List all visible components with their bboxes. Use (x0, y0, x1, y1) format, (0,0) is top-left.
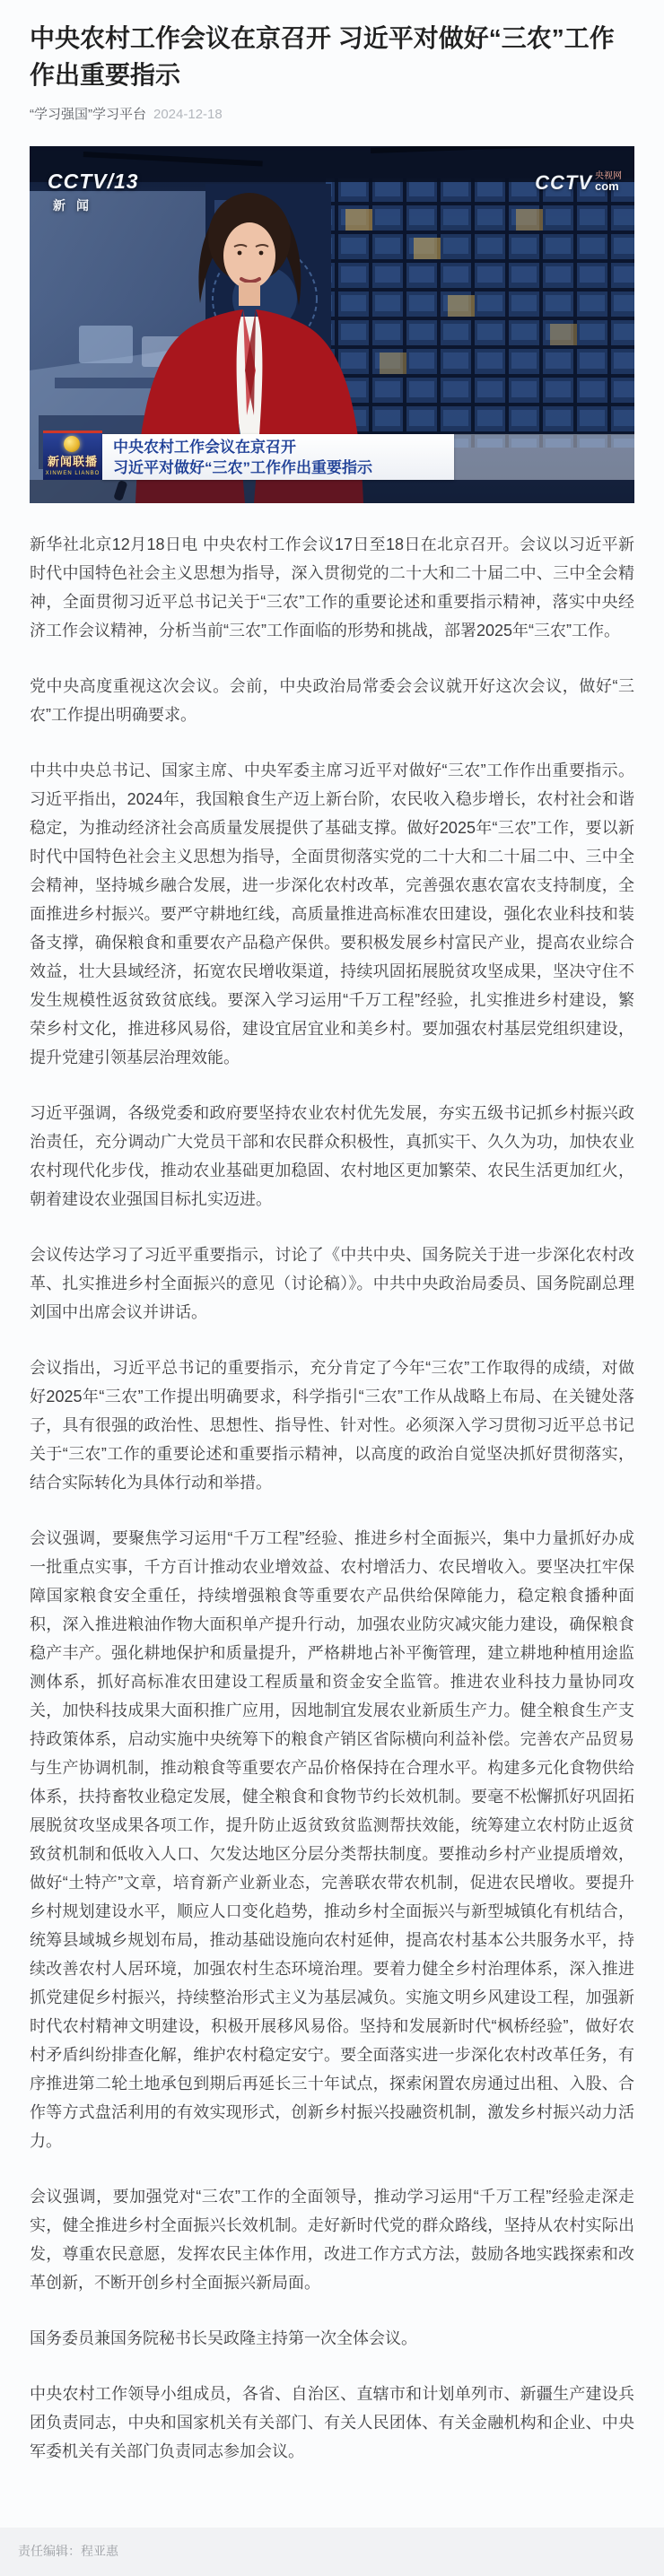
paragraph: 国务委员兼国务院秘书长吴政隆主持第一次全体会议。 (30, 2329, 417, 2347)
banner-line-1: 中央农村工作会议在京召开 (113, 438, 296, 456)
editor-name: 程亚惠 (81, 2544, 118, 2558)
channel-subtitle: 新闻 (53, 198, 100, 213)
cctvcom-logo (535, 171, 622, 195)
paragraph: 新华社北京12月18日电 中央农村工作会议17日至18日在北京召开。会议以习近平新时代中国特色社会主义思想为指导，深入贯彻党的二十大和二十届二中、三中全会精神，全面贯彻习近平总书记关于“三农”工作的重要论述和重要指示精神，落实中央经济工作会议精神，分析当前“三农”工作面临的形势和挑战，部署2025年“三农”工作。 (30, 535, 634, 640)
cctv13-logo (48, 170, 139, 214)
page-title: 中央农村工作会议在京召开 习近平对做好“三农”工作作出重要指示 (30, 24, 615, 89)
video-frame[interactable] (30, 146, 634, 503)
headline-banner (102, 434, 454, 480)
paragraph: 习近平强调，各级党委和政府要坚持农业农村优先发展，夯实五级书记抓乡村振兴政治责任，充分调动广大党员干部和农民群众积极性，真抓实干、久久为功，加快农业农村现代化步伐，推动农业基础更加稳固、农村地区更加繁荣、农民生活更加红火，朝着建设农业强国目标扎实迈进。 (30, 1104, 634, 1208)
publish-date: 2024-12-18 (153, 107, 223, 122)
headline-banner-extension (454, 434, 634, 480)
site-name: CCTV (535, 171, 592, 194)
paragraph: 会议强调，要聚焦学习运用“千万工程”经验、推进乡村全面振兴，集中力量抓好办成一批重点实事，千方百计推动农业增效益、农村增活力、农民增收入。要坚决扛牢保障国家粮食安全重任，持续增强粮食等重要农产品供给保障能力，稳定粮食播种面积，深入推进粮油作物大面积单产提升行动，加强农业防灾减灾能力建设，确保粮食稳产丰产。强化耕地保护和质量提升，严格耕地占补平衡管理，建立耕地种植用途监测体系，抓好高标准农田建设工程质量和资金安全监管。推进农业科技力量协同攻关，加快科技成果大面积推广应用，因地制宜发展农业新质生产力。健全粮食生产支持政策体系，启动实施中央统筹下的粮食产销区省际横向利益补偿。完善农产品贸易与生产协调机制，推动粮食等重要农产品价格保持在合理水平。构建多元化食物供给体系，扶持畜牧业稳定发展，健全粮食和食物节约长效机制。要毫不松懈抓好巩固拓展脱贫攻坚成果各项工作，提升防止返贫致贫监测帮扶效能，统筹建立农村防止返贫致贫机制和低收入人口、欠发达地区分层分类帮扶制度。要推动乡村产业提质增效，做好“土特产”文章，培育新产业新业态，完善联农带农机制，促进农民增收。要提升乡村规划建设水平，顺应人口变化趋势，推动乡村全面振兴与新型城镇化有机结合，统筹县域城乡规划布局，推动基础设施向农村延伸，提高农村基本公共服务水平，持续改善农村人居环境，加强农村生态环境治理。要着力健全乡村治理体系，深入推进抓党建促乡村振兴，持续整治形式主义为基层减负。实施文明乡风建设工程，加强新时代农村精神文明建设，积极开展移风易俗。坚持和发展新时代“枫桥经验”，做好农村矛盾纠纷排查化解，维护农村稳定安宁。要全面落实进一步深化农村改革任务，有序推进第二轮土地承包到期后再延长三十年试点，探索闲置农房通过出租、入股、合作等方式盘活利用的有效实现形式，创新乡村振兴投融资机制，激发乡村振兴动力活力。 (30, 1529, 634, 2150)
paragraph: 中央农村工作领导小组成员，各省、自治区、直辖市和计划单列市、新疆生产建设兵团负责同志，中央和国家机关有关部门、有关人民团体、有关金融机构和企业、中央军委机关有关部门负责同志参加会议。 (30, 2385, 634, 2460)
article-meta (30, 104, 634, 123)
banner-line-2: 习近平对做好“三农”工作作出重要指示 (113, 458, 372, 476)
site-name-suffix: com (595, 179, 619, 193)
paragraph: 会议强调，要加强党对“三农”工作的全面领导，推动学习运用“千万工程”经验走深走实，健全推进乡村全面振兴长效机制。走好新时代党的群众路线，坚持从农村实际出发，尊重农民意愿，发挥农民主体作用，改进工作方式方法，鼓励各地实践探索和改革创新，不断开创乡村全面振兴新局面。 (30, 2188, 634, 2292)
paragraph: 会议传达学习了习近平重要指示，讨论了《中共中央、国务院关于进一步深化农村改革、扎实推进乡村全面振兴的意见（讨论稿）》。中共中央政治局委员、国务院副总理刘国中出席会议并讲话。 (30, 1246, 634, 1321)
badge-title: 新闻联播 (47, 455, 98, 468)
paragraph: 中共中央总书记、国家主席、中央军委主席习近平对做好“三农”工作作出重要指示。习近平指出，2024年，我国粮食生产迈上新台阶，农民收入稳步增长，农村社会和谐稳定，为推动经济社会高质量发展提供了基础支撑。做好2025年“三农”工作，要以新时代中国特色社会主义思想为指导，全面贯彻落实党的二十大和二十届二中、三中全会精神，坚持城乡融合发展，进一步深化农村改革，完善强农惠农富农支持制度，全面推进乡村振兴。要严守耕地红线，高质量推进高标准农田建设，强化农业科技和装备支撑，确保粮食和重要农产品稳产保供。要积极发展乡村富民产业，提高农业综合效益，壮大县域经济，拓宽农民增收渠道，持续巩固拓展脱贫攻坚成果，坚决守住不发生规模性返贫致贫底线。要深入学习运用“千万工程”经验，扎实推进乡村建设，繁荣乡村文化，推进移风易俗，建设宜居宜业和美乡村。要加强农村基层党组织建设，提升党建引领基层治理效能。 (30, 761, 634, 1066)
badge-subtitle: XINWEN LIANBO (45, 471, 100, 476)
editor-label: 责任编辑： (18, 2544, 81, 2558)
news-badge (43, 431, 102, 480)
source-name: “学习强国”学习平台 (30, 107, 146, 122)
site-name-cn: 央视网 (595, 171, 622, 181)
globe-icon (64, 436, 80, 452)
paragraph: 党中央高度重视这次会议。会前，中央政治局常委会会议就开好这次会议，做好“三农”工作提出明确要求。 (30, 677, 634, 724)
article-body (30, 530, 634, 2466)
channel-name: CCTV/13 (48, 170, 139, 193)
footer-bar (0, 2528, 664, 2576)
paragraph: 会议指出，习近平总书记的重要指示，充分肯定了今年“三农”工作取得的成绩，对做好2025年“三农”工作提出明确要求，科学指引“三农”工作从战略上布局、在关键处落子，具有很强的政治性、思想性、指导性、针对性。必须深入学习贯彻习近平总书记关于“三农”工作的重要论述和重要指示精神，以高度的政治自觉坚决抓好贯彻落实，结合实际转化为具体行动和举措。 (30, 1359, 634, 1492)
